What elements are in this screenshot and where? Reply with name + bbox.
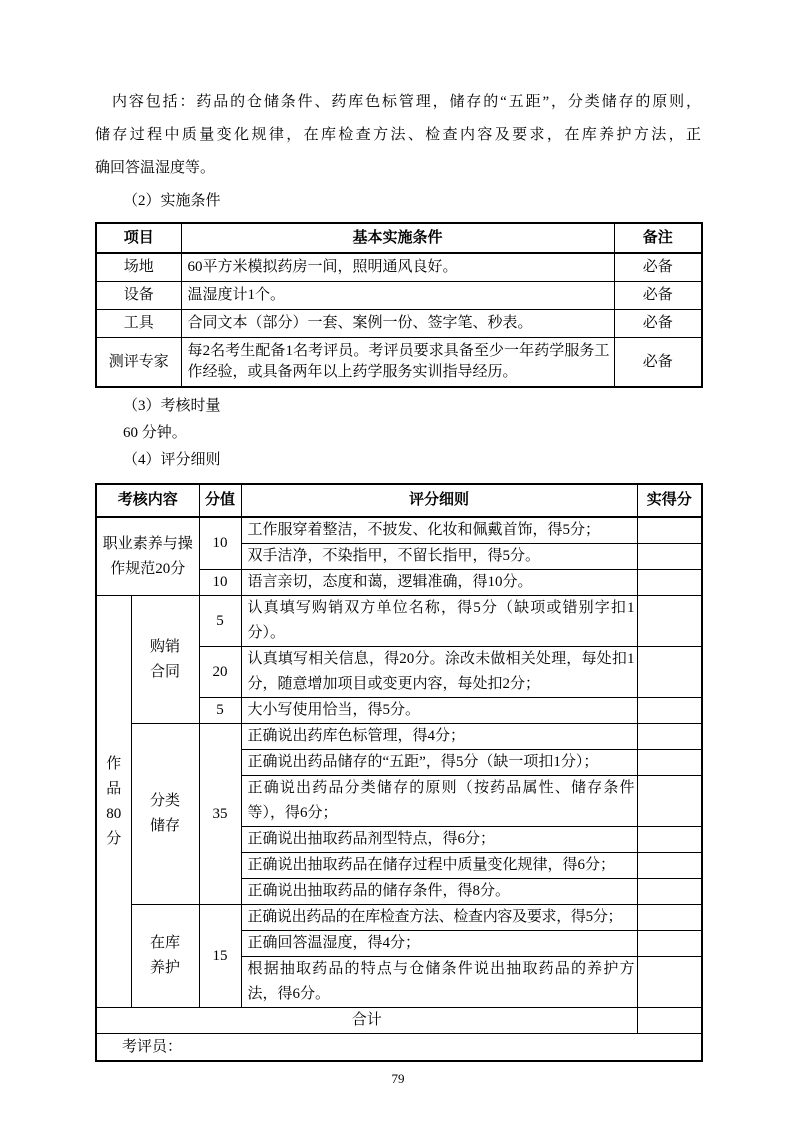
cell-note: 必备 — [614, 282, 702, 310]
scoring-header-criteria: 评分细则 — [241, 484, 637, 517]
conditions-table — [95, 222, 703, 388]
actual-score-cell — [637, 517, 702, 544]
criteria-cell: 正确回答温湿度，得4分； — [241, 931, 637, 957]
actual-score-cell — [637, 724, 702, 750]
actual-score-cell — [637, 827, 702, 853]
actual-score-cell — [637, 905, 702, 931]
conditions-header-condition: 基本实施条件 — [181, 223, 614, 253]
cell-note: 必备 — [614, 253, 702, 282]
cell-item: 设备 — [96, 282, 181, 310]
conditions-row-equipment — [96, 282, 702, 310]
intro-paragraph — [95, 86, 701, 185]
heading-assessment-duration: （3）考核时量 — [123, 398, 221, 414]
conditions-header-row — [96, 223, 702, 253]
group-label-maintenance: 在库 养护 — [131, 905, 199, 1008]
cell-condition: 合同文本（部分）一套、案例一份、签字笔、秒表。 — [181, 310, 614, 338]
intro-line-2: 储存过程中质量变化规律，在库检查方法、检查内容及要求，在库养护方法，正 — [95, 127, 701, 143]
criteria-cell: 正确说出药品的在库检查方法、检查内容及要求，得5分； — [241, 905, 637, 931]
criteria-cell: 工作服穿着整洁，不披发、化妆和佩戴首饰，得5分； — [241, 517, 637, 544]
conditions-header-note: 备注 — [614, 223, 702, 253]
criteria-cell: 正确说出抽取药品的储存条件，得8分。 — [241, 879, 637, 905]
actual-score-cell — [637, 544, 702, 570]
criteria-cell: 根据抽取药品的特点与仓储条件说出抽取药品的养护方法，得6分。 — [241, 957, 637, 1008]
scoring-row — [96, 517, 702, 544]
scoring-row — [96, 724, 702, 750]
examiner-row — [96, 1034, 702, 1062]
score-cell: 5 — [199, 596, 241, 647]
conditions-row-site — [96, 253, 702, 282]
cell-condition: 温湿度计1个。 — [181, 282, 614, 310]
actual-score-cell — [637, 750, 702, 776]
criteria-cell: 正确说出抽取药品在储存过程中质量变化规律，得6分； — [241, 853, 637, 879]
scoring-row — [96, 596, 702, 647]
cell-item: 工具 — [96, 310, 181, 338]
scoring-header-content: 考核内容 — [96, 484, 199, 517]
conditions-row-tools — [96, 310, 702, 338]
cell-item: 场地 — [96, 253, 181, 282]
actual-score-cell — [637, 931, 702, 957]
criteria-cell: 正确说出抽取药品剂型特点，得6分； — [241, 827, 637, 853]
criteria-cell: 大小写使用恰当，得5分。 — [241, 698, 637, 724]
criteria-cell: 语言亲切，态度和蔼，逻辑准确，得10分。 — [241, 570, 637, 596]
cell-note: 必备 — [614, 310, 702, 338]
actual-score-cell — [637, 698, 702, 724]
score-cell: 20 — [199, 647, 241, 698]
scoring-row — [96, 905, 702, 931]
cell-item: 测评专家 — [96, 338, 181, 388]
duration-value: 60 分钟。 — [123, 425, 187, 441]
heading-scoring-rules: （4）评分细则 — [123, 452, 221, 468]
score-cell: 10 — [199, 570, 241, 596]
criteria-cell: 正确说出药品储存的“五距”，得5分（缺一项扣1分）； — [241, 750, 637, 776]
conditions-header-item: 项目 — [96, 223, 181, 253]
score-cell: 5 — [199, 698, 241, 724]
scoring-header-row — [96, 484, 702, 517]
group-label-contract: 购销 合同 — [131, 596, 199, 724]
score-cell: 15 — [199, 905, 241, 1008]
cell-condition: 每2名考生配备1名考评员。考评员要求具备至少一年药学服务工作经验，或具备两年以上药学服务实训指导经历。 — [181, 338, 614, 388]
actual-score-cell — [637, 957, 702, 1008]
total-row — [96, 1008, 702, 1034]
page-number: 79 — [391, 1071, 405, 1086]
actual-score-cell — [637, 776, 702, 827]
section-label-professional: 职业素养与操作规范20分 — [96, 517, 199, 596]
actual-score-cell — [637, 647, 702, 698]
cell-condition: 60平方米模拟药房一间，照明通风良好。 — [181, 253, 614, 282]
scoring-header-score: 分值 — [199, 484, 241, 517]
actual-score-cell — [637, 853, 702, 879]
criteria-cell: 正确说出药品分类储存的原则（按药品属性、储存条件等），得6分； — [241, 776, 637, 827]
heading-implementation-conditions: （2）实施条件 — [123, 193, 221, 209]
scoring-header-actual: 实得分 — [637, 484, 702, 517]
intro-line-1: 内容包括：药品的仓储条件、药库色标管理，储存的“五距”，分类储存的原则， — [112, 94, 701, 110]
actual-score-cell — [637, 596, 702, 647]
cell-note: 必备 — [614, 338, 702, 388]
score-cell: 10 — [199, 517, 241, 570]
section-label-work: 作 品 80 分 — [96, 596, 131, 1008]
actual-score-cell — [637, 879, 702, 905]
actual-score-cell — [637, 1008, 702, 1034]
criteria-cell: 认真填写购销双方单位名称，得5分（缺项或错别字扣1分）。 — [241, 596, 637, 647]
group-label-storage: 分类 储存 — [131, 724, 199, 905]
score-cell: 35 — [199, 724, 241, 905]
criteria-cell: 认真填写相关信息，得20分。涂改未做相关处理，每处扣1分，随意增加项目或变更内容，每处扣2分； — [241, 647, 637, 698]
criteria-cell: 正确说出药库色标管理，得4分； — [241, 724, 637, 750]
total-label: 合计 — [96, 1008, 637, 1034]
conditions-row-experts — [96, 338, 702, 388]
examiner-label: 考评员： — [96, 1034, 702, 1062]
intro-line-3: 确回答温湿度等。 — [95, 160, 216, 176]
actual-score-cell — [637, 570, 702, 596]
criteria-cell: 双手洁净，不染指甲，不留长指甲，得5分。 — [241, 544, 637, 570]
scoring-table — [95, 483, 703, 1062]
